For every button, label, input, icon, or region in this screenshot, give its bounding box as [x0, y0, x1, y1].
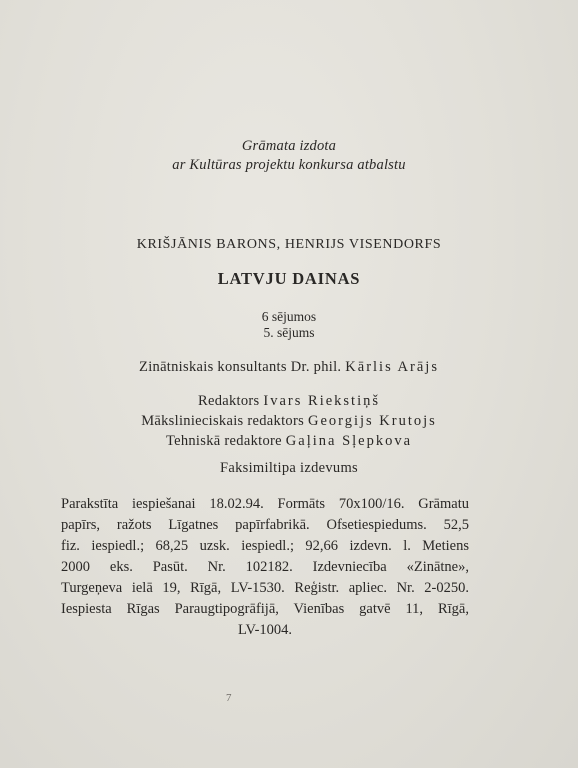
imprint-line: fiz. iespiedl.; 68,25 uzsk. iespiedl.; 92,66 izdevn. l. Metiens	[61, 538, 469, 554]
technical-editor-name: Gaļina Sļepkova	[285, 433, 413, 449]
authors: KRIŠJĀNIS BARONS, HENRIJS VISENDORFS	[136, 237, 442, 252]
scientific-consultant	[0, 359, 578, 376]
volume-number: 5. sējums	[263, 325, 315, 340]
imprint-line: Parakstīta iespiešanai 18.02.94. Formāts 70x100/16. Grāmatu	[61, 496, 469, 512]
imprint-line: Iespiesta Rīgas Paraugtipogrāfijā, Vienības gatvē 11, Rīgā,	[61, 601, 469, 617]
edition-type: Faksimiltipa izdevums	[220, 460, 358, 476]
imprint-line: 2000 eks. Pasūt. Nr. 102182. Izdevniecība «Zinātne»,	[61, 559, 469, 575]
imprint-line: LV-1004.	[237, 622, 293, 638]
technical-editor-role: Tehniskā redaktore	[165, 433, 282, 449]
page-mark: 7	[226, 692, 232, 704]
art-editor-line	[0, 413, 578, 430]
editor-name: Ivars Riekstiņš	[263, 393, 381, 409]
imprint-block	[61, 494, 469, 641]
support-note-line-2: ar Kultūras projektu konkursa atbalstu	[172, 157, 406, 173]
support-note-line-1: Grāmata izdota	[241, 138, 337, 154]
consultant-name: Kārlis Arājs	[345, 359, 439, 375]
imprint-line: papīrs, ražots Līgatnes papīrfabrikā. Ofsetiespiedums. 52,5	[61, 517, 469, 533]
imprint-line: Turgeņeva ielā 19, Rīgā, LV-1530. Reģistr. apliec. Nr. 2-0250.	[61, 580, 469, 596]
volume-set: 6 sējumos	[261, 309, 317, 324]
consultant-role: Zinātniskais konsultants Dr. phil.	[139, 359, 342, 375]
editor-role: Redaktors	[197, 393, 260, 409]
art-editor-name: Georgijs Krutojs	[307, 413, 437, 429]
book-title: LATVJU DAINAS	[217, 269, 361, 288]
art-editor-role: Mākslinieciskais redaktors	[141, 413, 305, 429]
editor-line	[0, 393, 578, 410]
technical-editor-line	[0, 433, 578, 450]
